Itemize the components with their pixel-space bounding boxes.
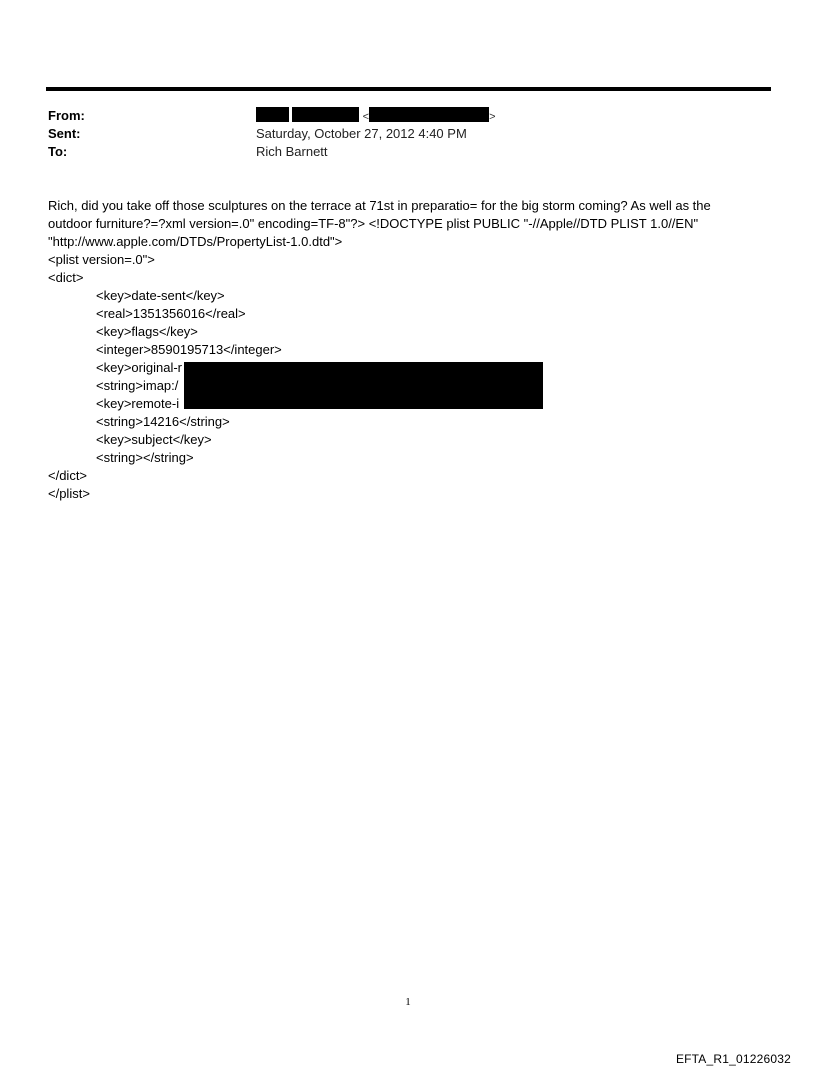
sent-value: Saturday, October 27, 2012 4:40 PM <box>256 126 467 141</box>
body-line: <plist version=.0"> <box>48 252 155 267</box>
body-line: <key>remote-i <box>96 396 180 411</box>
body-line: <string></string> <box>96 450 194 465</box>
body-line: <integer>8590195713</integer> <box>96 342 282 357</box>
body-line: <string>imap:/ <box>96 378 179 393</box>
from-angle-open: < <box>362 111 370 123</box>
email-body <box>48 197 773 503</box>
to-label: To: <box>48 144 68 159</box>
body-line: <key>date-sent</key> <box>96 288 225 303</box>
redaction-box <box>292 107 359 122</box>
body-line: "http://www.apple.com/DTDs/PropertyList-1.0.dtd"> <box>48 234 343 249</box>
body-line: </dict> <box>48 468 88 483</box>
body-line: <real>1351356016</real> <box>96 306 246 321</box>
body-line: <key>flags</key> <box>96 324 198 339</box>
from-row <box>48 107 768 125</box>
bates-number: EFTA_R1_01226032 <box>675 1052 791 1066</box>
sent-row <box>48 125 768 143</box>
top-rule <box>46 87 771 91</box>
body-line: </plist> <box>48 486 90 501</box>
redaction-box <box>184 362 543 409</box>
body-line: <key>subject</key> <box>96 432 212 447</box>
sent-label: Sent: <box>48 126 81 141</box>
body-line: Rich, did you take off those sculptures on the terrace at 71st in preparatio= for the big storm coming? As well as the <box>48 198 711 213</box>
redaction-box <box>369 107 489 122</box>
body-line: <key>original-r <box>96 360 182 375</box>
from-value <box>256 107 496 126</box>
from-angle-close: > <box>489 111 496 123</box>
email-header <box>48 107 768 161</box>
from-label: From: <box>48 108 85 123</box>
page-number: 1 <box>405 996 411 1008</box>
body-line: outdoor furniture?=?xml version=.0" encoding=TF-8"?> <!DOCTYPE plist PUBLIC "-//Apple//DTD PLIST 1.0//EN" <box>48 216 699 231</box>
body-line: <dict> <box>48 270 84 285</box>
to-value: Rich Barnett <box>256 144 328 159</box>
to-row <box>48 143 768 161</box>
body-line: <string>14216</string> <box>96 414 230 429</box>
redaction-box <box>256 107 289 122</box>
